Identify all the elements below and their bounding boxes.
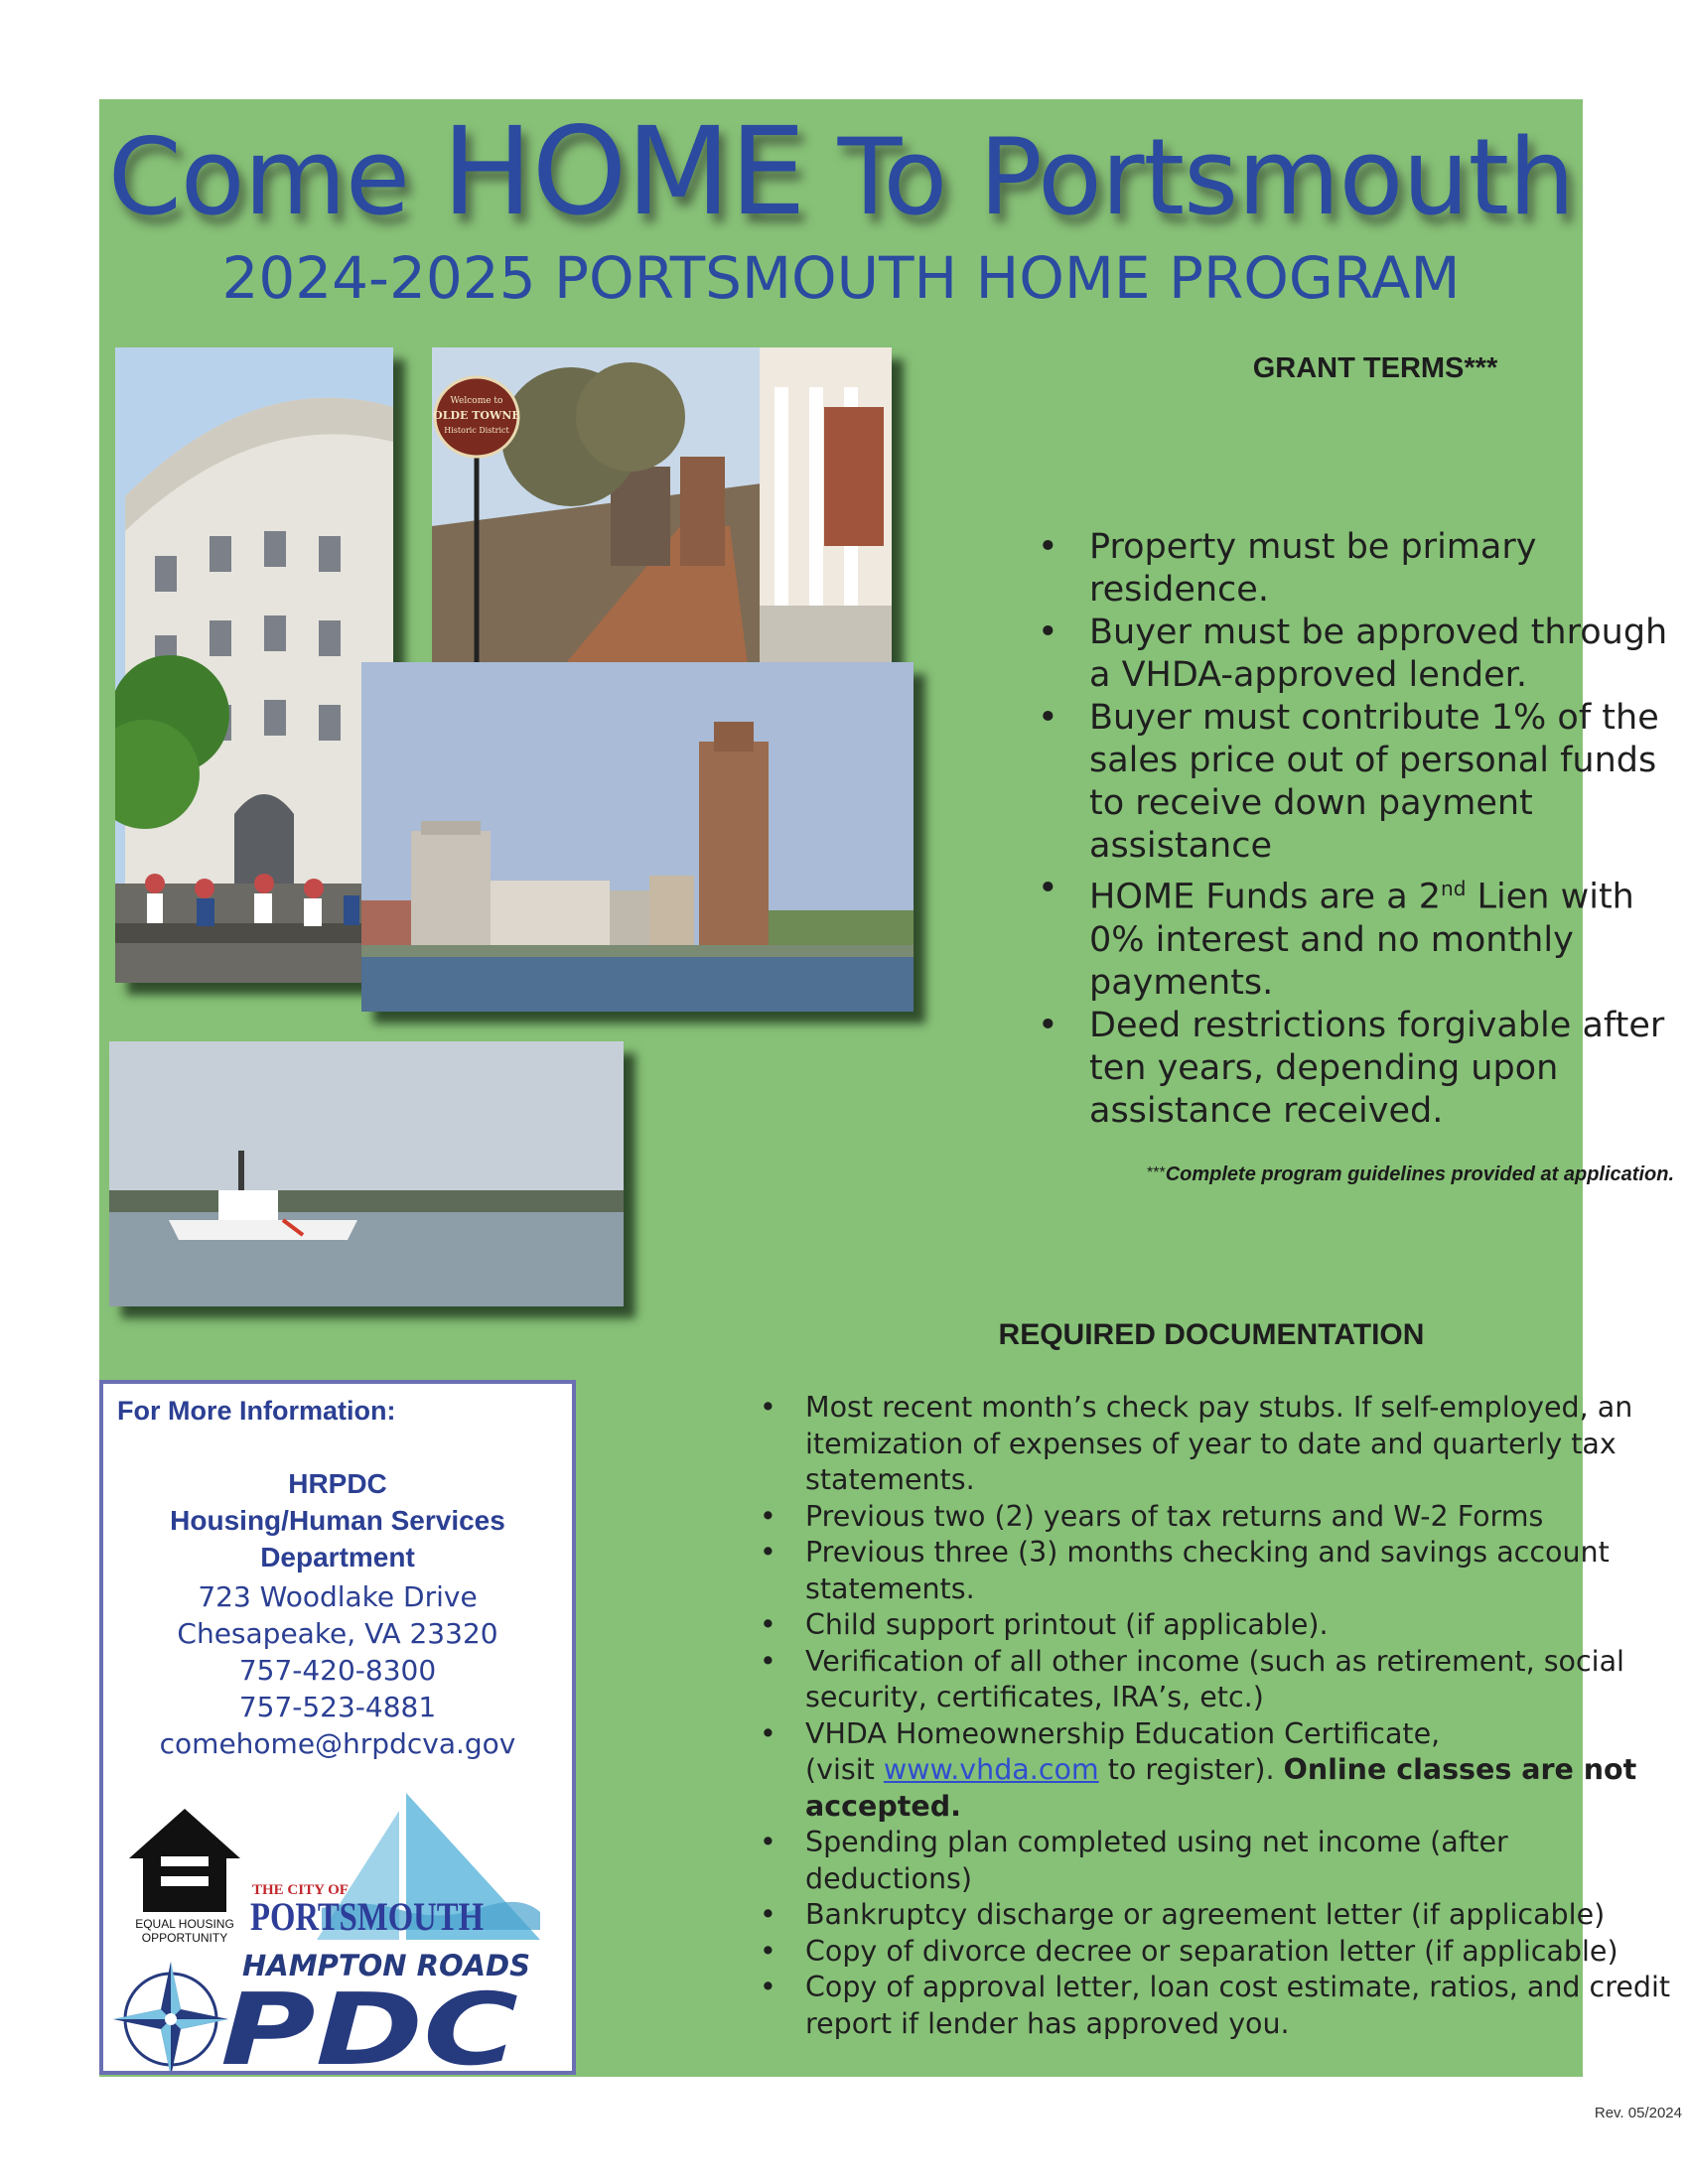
required-documentation-heading: REQUIRED DOCUMENTATION <box>998 1318 1425 1351</box>
address-line-1: 723 Woodlake Drive <box>198 1580 478 1613</box>
sign-line-1: Welcome to <box>450 396 503 406</box>
pdc-text: PDC <box>220 1972 518 2071</box>
grant-term-item: • HOME Funds are a 2nd Lien with 0% interest and no monthly payments. <box>1038 868 1673 1005</box>
contact-organization: HRPDC Housing/Human Services Department <box>170 1468 505 1572</box>
doc-item: • Copy of approval letter, loan cost estimate, ratios, and credit report if lender has approved you. <box>760 1970 1673 2042</box>
contact-heading: For More Information: <box>117 1396 396 1426</box>
phone-2: 757-523-4881 <box>238 1691 437 1723</box>
contact-details <box>103 1578 572 1762</box>
doc-item: • Child support printout (if applicable). <box>760 1607 1673 1644</box>
city-name-text: PORTSMOUTH <box>250 1894 484 1939</box>
photo-olde-towne-street <box>432 347 892 681</box>
doc-item: • Previous three (3) months checking and savings account statements. <box>760 1535 1673 1607</box>
grant-terms-list <box>1038 526 1673 1133</box>
doc-item: • Bankruptcy discharge or agreement letter (if applicable) <box>760 1897 1673 1934</box>
page-subtitle: 2024-2025 PORTSMOUTH HOME PROGRAM <box>221 244 1461 312</box>
email-address: comehome@hrpdcva.gov <box>159 1727 516 1760</box>
required-documentation-list <box>760 1390 1673 2042</box>
doc-item-vhda: • VHDA Homeownership Education Certificate, (visit www.vhda.com to register). Online classes are not accepted. <box>760 1716 1673 1826</box>
doc-item: • Most recent month’s check pay stubs. If self-employed, an itemization of expenses of year to date and quarterly tax statements. <box>760 1390 1673 1499</box>
revision-date: Rev. 05/2024 <box>1594 2105 1682 2121</box>
grant-term-item: • Buyer must be approved through a VHDA-approved lender. <box>1038 612 1673 697</box>
photo-rotunda-building <box>115 347 393 983</box>
sign-line-2: OLDE TOWNE <box>433 409 520 422</box>
hampton-roads-pdc-logo <box>113 1949 530 2071</box>
doc-item: • Spending plan completed using net income (after deductions) <box>760 1825 1673 1897</box>
grant-terms-heading: GRANT TERMS*** <box>1252 352 1498 384</box>
sign-line-3: Historic District <box>444 426 509 435</box>
doc-item: • Copy of divorce decree or separation letter (if applicable) <box>760 1934 1673 1971</box>
vhda-link[interactable]: www.vhda.com <box>883 1753 1099 1786</box>
portsmouth-logo <box>250 1793 540 1940</box>
logos-area <box>103 1781 572 2071</box>
doc-item: • Previous two (2) years of tax returns and W-2 Forms <box>760 1499 1673 1536</box>
equal-housing-icon <box>129 1809 240 1945</box>
city-small-text: THE CITY OF <box>252 1882 349 1898</box>
contact-info-box <box>99 1380 576 2075</box>
eho-line-1: EQUAL HOUSING <box>135 1917 234 1931</box>
grant-term-item: • Property must be primary residence. <box>1038 526 1673 612</box>
photo-harbor-boat <box>109 1041 624 1306</box>
grant-term-item: • Deed restrictions forgivable after ten years, depending upon assistance received. <box>1038 1005 1673 1133</box>
doc-item: • Verification of all other income (such as retirement, social security, certificates, IRA’s, etc.) <box>760 1644 1673 1716</box>
hampton-roads-text: HAMPTON ROADS <box>242 1949 530 1982</box>
photo-waterfront-skyline <box>361 662 914 1012</box>
grant-term-item: • Buyer must contribute 1% of the sales price out of personal funds to receive down payment assistance <box>1038 697 1673 868</box>
grant-terms-footnote: ***Complete program guidelines provided at application. <box>1147 1163 1674 1185</box>
eho-line-2: OPPORTUNITY <box>141 1931 228 1945</box>
page-title: Come HOME To Portsmouth <box>107 101 1575 242</box>
compass-rose-icon <box>113 1962 228 2071</box>
address-line-2: Chesapeake, VA 23320 <box>177 1617 498 1650</box>
phone-1: 757-420-8300 <box>238 1654 437 1687</box>
